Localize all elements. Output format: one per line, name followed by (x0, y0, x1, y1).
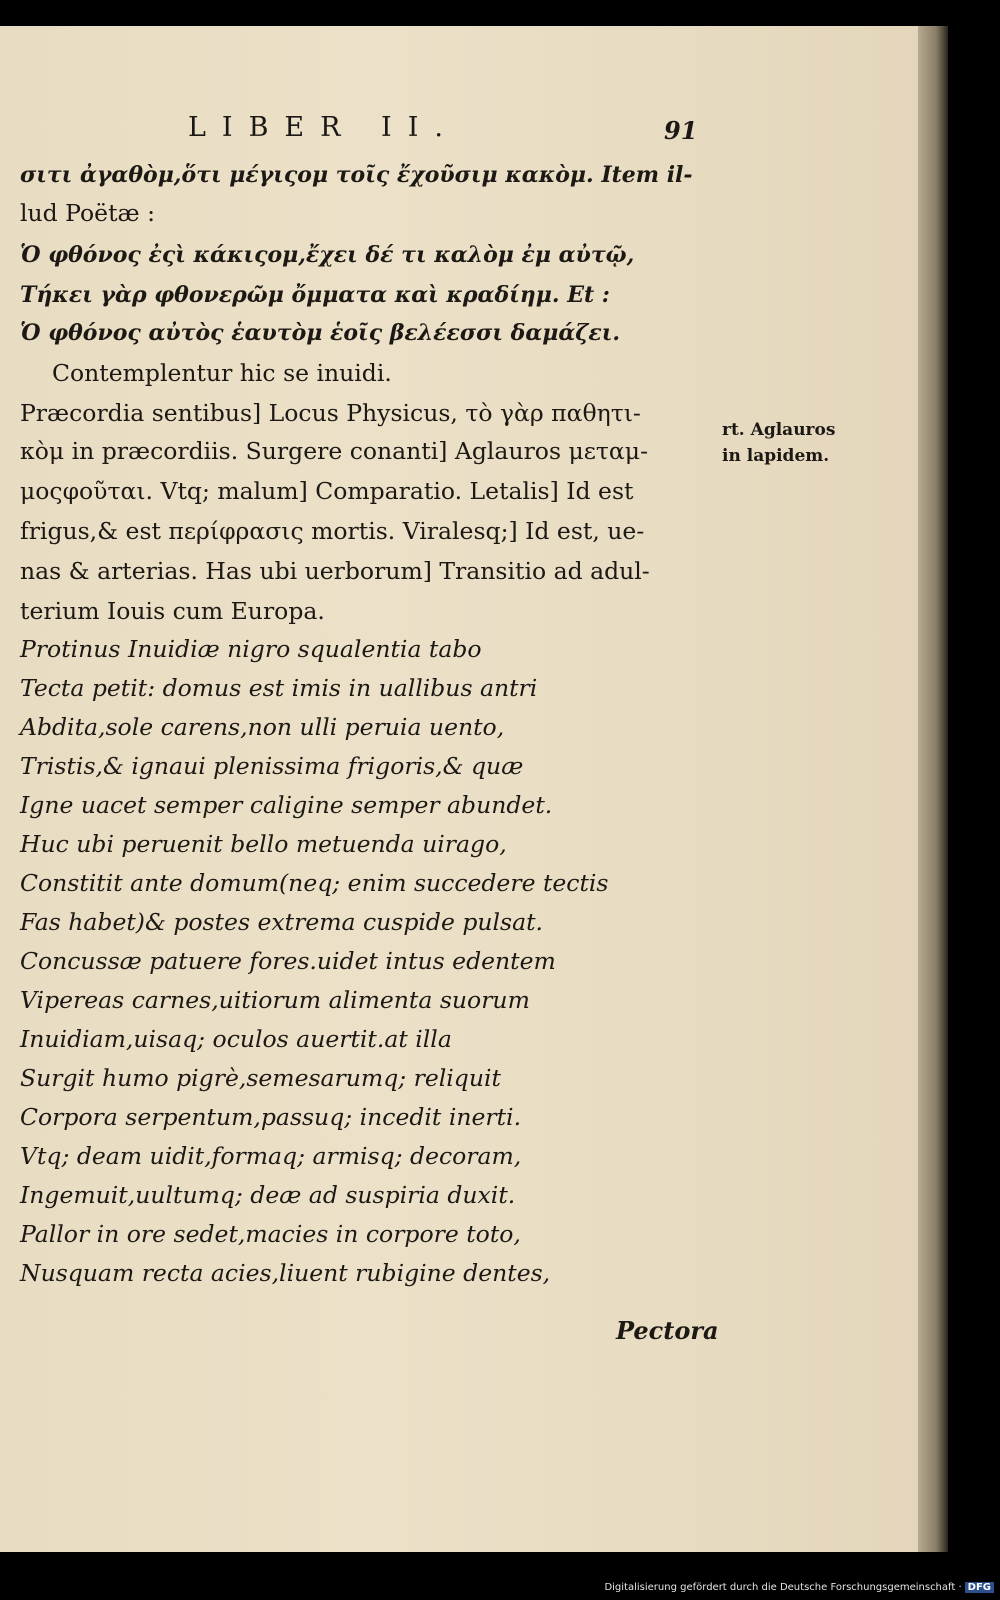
verse-line: Tristis,& ignaui plenissima frigoris,& quæ (20, 752, 524, 780)
text-line: Ὁ φθόνος ἐςὶ κάκιςομ,ἔχει δέ τι καλὸμ ἐμ αὐτῷ, (20, 242, 635, 268)
verse-line: Concussæ patuere fores.uidet intus edentem (20, 947, 556, 975)
credit-text: Digitalisierung gefördert durch die Deutsche Forschungsgemeinschaft · (604, 1582, 962, 1593)
verse-line: Vtq; deam uidit,formaq; armisq; decoram, (20, 1142, 522, 1170)
verse-line: Fas habet)& postes extrema cuspide pulsat. (20, 908, 544, 936)
verse-line: Corpora serpentum,passuq; incedit inerti. (20, 1103, 522, 1131)
verse-line: Vipereas carnes,uitiorum alimenta suorum (20, 986, 530, 1014)
text-line: Contemplentur hic se inuidi. (52, 359, 392, 387)
verse-line: Pallor in ore sedet,macies in corpore toto, (20, 1220, 521, 1248)
verse-line: Constitit ante domum(neq; enim succedere tectis (20, 869, 609, 897)
running-title: LIBER II. (188, 112, 459, 143)
text-line: frigus,& est περίφρασις mortis. Viralesq;] Id est, ue- (20, 517, 645, 545)
verse-line: Igne uacet semper caligine semper abundet. (20, 791, 553, 819)
dfg-logo: DFG (965, 1582, 994, 1593)
verse-line: Ingemuit,uultumq; deæ ad suspiria duxit. (20, 1181, 516, 1209)
text-line: Τήκει γὰρ φθονερῶμ ὄμματα καὶ κραδίημ. Et : (20, 282, 610, 308)
verse-line: Tecta petit: domus est imis in uallibus antri (20, 674, 538, 702)
verse-line: Huc ubi peruenit bello metuenda uirago, (20, 830, 507, 858)
page-number: 91 (664, 116, 698, 145)
verse-line: Inuidiam,uisaq; oculos auertit.at illa (20, 1025, 452, 1053)
page-edge (918, 26, 948, 1552)
text-line: σιτι ἀγαθὸμ,ὅτι μέγιςομ τοῖς ἔχοῦσιμ κακὸμ. Item il- (20, 162, 693, 188)
text-line: Præcordia sentibus] Locus Physicus, τὸ γὰρ παθητι- (20, 399, 641, 427)
digitization-credit (604, 1582, 994, 1593)
text-line: κὸμ in præcordiis. Surgere conanti] Aglauros μεταμ- (20, 437, 649, 465)
verse-line: Nusquam recta acies,liuent rubigine dentes, (20, 1259, 551, 1287)
text-line: lud Poëtæ : (20, 199, 155, 227)
verse-line: Protinus Inuidiæ nigro squalentia tabo (20, 635, 482, 663)
margin-note: in lapidem. (722, 446, 830, 466)
verse-line: Surgit humo pigrè,semesarumq; reliquit (20, 1064, 501, 1092)
text-line: Ὁ φθόνος αὐτὸς ἑαυτὸμ ἑοῖς βελέεσσι δαμάζει. (20, 320, 620, 346)
text-line: μοςφοῦται. Vtq; malum] Comparatio. Letalis] Id est (20, 477, 634, 505)
margin-note: rt. Aglauros (722, 420, 836, 440)
text-line: nas & arterias. Has ubi uerborum] Transitio ad adul- (20, 557, 650, 585)
text-line: terium Iouis cum Europa. (20, 597, 325, 625)
verse-line: Abdita,sole carens,non ulli peruia uento, (20, 713, 505, 741)
catchword: Pectora (616, 1316, 719, 1345)
